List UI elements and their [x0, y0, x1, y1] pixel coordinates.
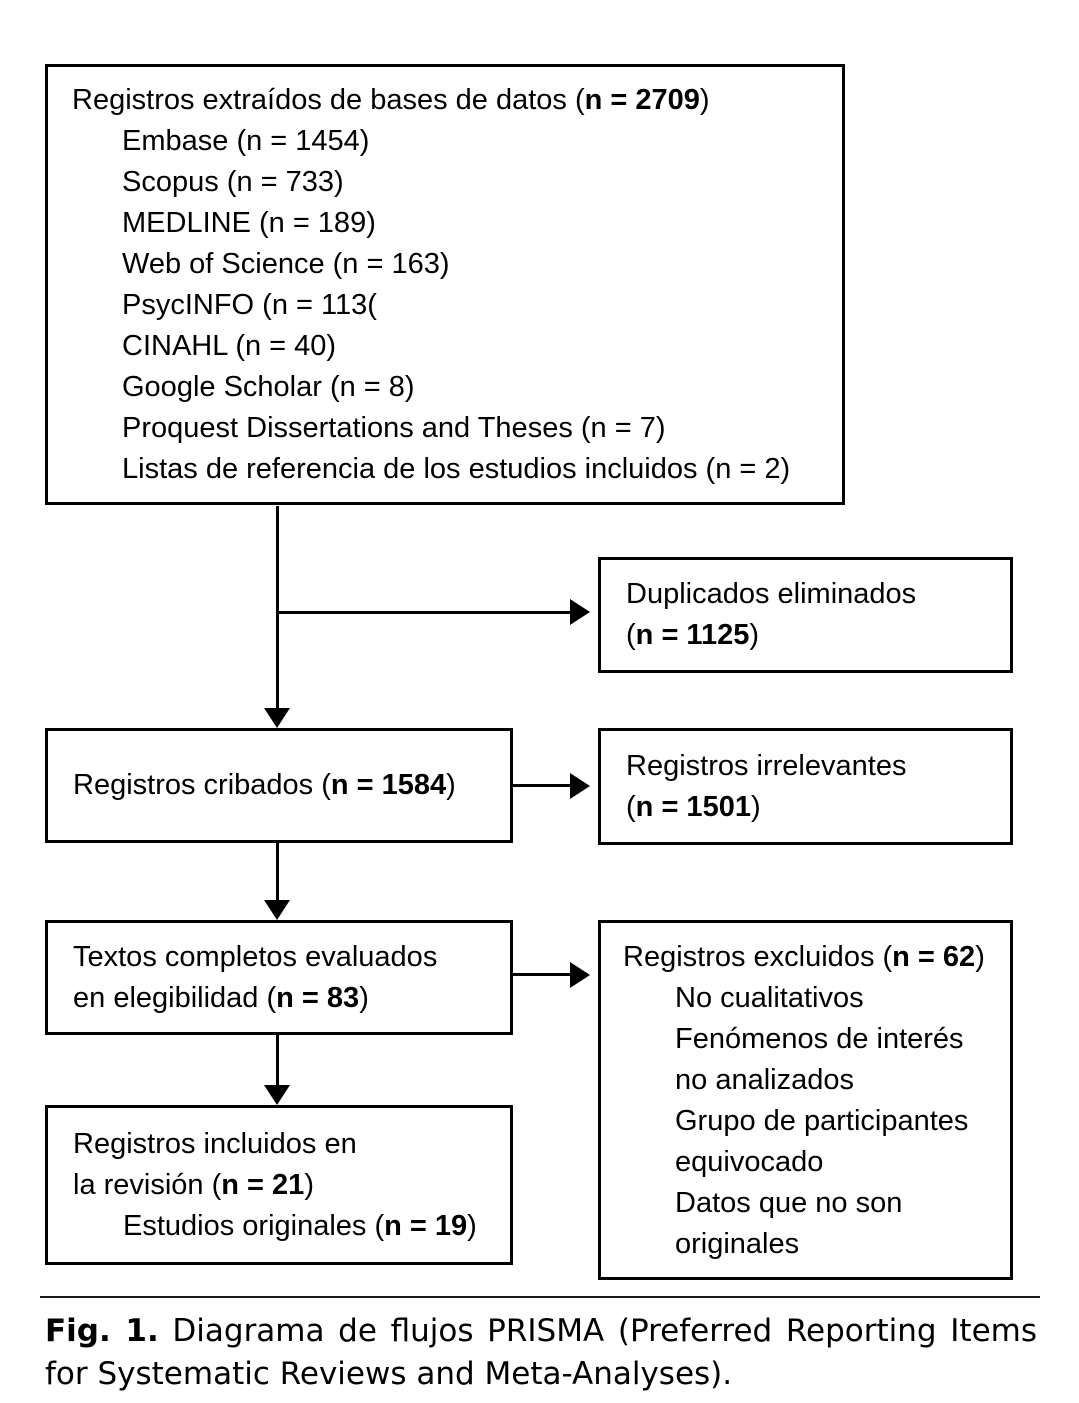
records-screened-label: Registros cribados ( — [73, 769, 331, 801]
list-item: No cualitativos — [675, 982, 864, 1014]
close-paren: ) — [467, 1209, 477, 1242]
irrelevant-records-line2 — [626, 787, 994, 828]
records-included-box — [45, 1105, 513, 1265]
list-item: Grupo de participantes equivocado — [675, 1105, 969, 1178]
connector-branch-duplicates-line — [277, 611, 570, 614]
arrowhead-down-icon — [264, 900, 290, 920]
connector-fulltext-excluded-line — [513, 973, 570, 976]
fulltext-assessed-label: en elegibilidad ( — [73, 981, 277, 1014]
connector-screened-irrelevant-line — [513, 784, 570, 787]
figure-caption-label: Fig. 1. — [45, 1313, 159, 1349]
original-studies-count: n = 19 — [384, 1209, 468, 1242]
arrowhead-down-icon — [264, 708, 290, 728]
irrelevant-records-box — [598, 728, 1013, 845]
list-item: Listas de referencia de los estudios incluidos (n = 2) — [122, 453, 791, 485]
records-excluded-title — [623, 937, 990, 978]
figure-caption-text: Diagrama de flujos PRISMA (Preferred Reporting Items for Systematic Reviews and Meta-Analyses). — [45, 1313, 1037, 1392]
records-included-label: la revisión ( — [73, 1168, 222, 1201]
list-item: Proquest Dissertations and Theses (n = 7) — [122, 412, 666, 444]
records-included-line1: Registros incluidos en — [73, 1127, 357, 1160]
arrowhead-right-icon — [570, 773, 590, 799]
fulltext-assessed-line2 — [73, 978, 494, 1019]
arrowhead-down-icon — [264, 1085, 290, 1105]
fulltext-assessed-count: n = 83 — [276, 981, 360, 1014]
arrowhead-right-icon — [570, 599, 590, 625]
open-paren: ( — [626, 790, 636, 823]
list-item: Google Scholar (n = 8) — [122, 371, 415, 403]
database-records-count: n = 2709 — [584, 84, 700, 116]
duplicates-removed-line1: Duplicados eliminados — [626, 578, 917, 610]
close-paren: ) — [446, 769, 456, 801]
original-studies-label: Estudios originales ( — [123, 1209, 385, 1242]
close-paren: ) — [750, 790, 761, 823]
records-screened-text — [73, 765, 456, 806]
records-excluded-label: Registros excluidos ( — [623, 941, 893, 973]
close-paren: ) — [304, 1168, 314, 1201]
records-screened-count: n = 1584 — [330, 769, 447, 801]
close-paren: ) — [359, 981, 369, 1014]
caption-divider — [40, 1296, 1040, 1298]
duplicates-removed-line2 — [626, 615, 994, 656]
connector-screened-fulltext-line — [276, 843, 279, 902]
open-paren: ( — [626, 619, 636, 651]
database-records-title-close: ) — [699, 84, 710, 116]
close-paren: ) — [975, 941, 985, 973]
fulltext-assessed-line1: Textos completos evaluados — [73, 940, 438, 973]
records-included-line2 — [73, 1165, 494, 1206]
close-paren: ) — [749, 619, 760, 651]
database-records-box — [45, 64, 845, 505]
list-item: Scopus (n = 733) — [122, 166, 344, 198]
list-item: PsycINFO (n = 113( — [122, 289, 377, 321]
list-item: Datos que no son originales — [675, 1187, 903, 1260]
list-item: CINAHL (n = 40) — [122, 330, 337, 362]
duplicates-removed-count: n = 1125 — [635, 619, 750, 651]
records-included-count: n = 21 — [221, 1168, 305, 1201]
database-records-title-text: Registros extraídos de bases de datos ( — [72, 84, 585, 116]
records-excluded-box — [598, 920, 1013, 1280]
list-item: MEDLINE (n = 189) — [122, 207, 376, 239]
exclusion-reason-list — [623, 978, 990, 1265]
list-item: Fenómenos de interés no analizados — [675, 1023, 964, 1096]
connector-db-to-screened-line — [276, 506, 279, 710]
figure-caption — [45, 1310, 1037, 1396]
database-source-list — [72, 121, 818, 490]
records-screened-box — [45, 728, 513, 843]
fulltext-assessed-box — [45, 920, 513, 1035]
records-excluded-count: n = 62 — [892, 941, 976, 973]
original-studies-line — [73, 1206, 494, 1247]
list-item: Embase (n = 1454) — [122, 125, 370, 157]
database-records-title — [72, 80, 818, 121]
arrowhead-right-icon — [570, 962, 590, 988]
connector-fulltext-included-line — [276, 1035, 279, 1087]
list-item: Web of Science (n = 163) — [122, 248, 450, 280]
irrelevant-records-count: n = 1501 — [635, 790, 751, 823]
irrelevant-records-line1: Registros irrelevantes — [626, 749, 907, 782]
duplicates-removed-box — [598, 557, 1013, 673]
